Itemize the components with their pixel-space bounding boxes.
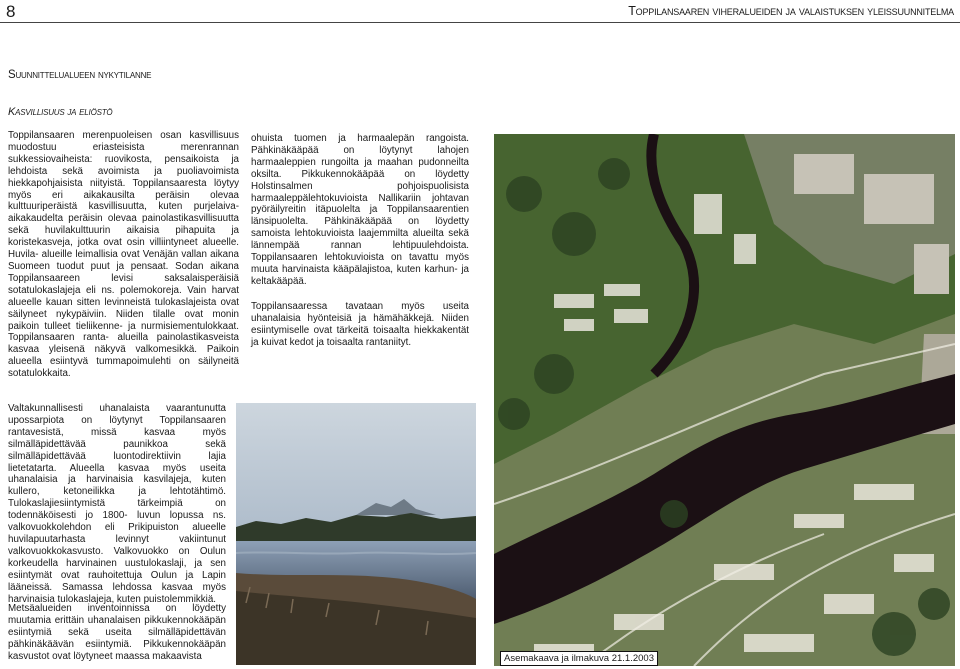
body-column-2 <box>251 133 469 361</box>
paragraph: Toppilansaaressa tavataan myös useita uhanalaisia hyönteisiä ja hämähäkkejä. Niiden esiintymiselle ovat tärkeitä toisaalta hiekkakentät ja kuivat kedot ja toisaalta rantaniityt. <box>251 300 469 348</box>
section-title: Suunnittelualueen nykytilanne <box>8 69 152 81</box>
header-rule <box>0 22 960 23</box>
body-column-1-bottom: Metsäalueiden inventoinnissa on löydetty muutamia erittäin uhanalaisen pikkukennokääpän esiintymiä sekä useita silmälläpidettävän pähkinäkäävän esiintymiä. Pikkukennokääpän kasvustot ovat löytyneet maassa makaavista <box>8 603 226 662</box>
body-column-1-lower: Valtakunnallisesti uhanalaista vaarantunutta upossarpiota on löytynyt Toppilansaaren rantavesistä, missä kasvaa myös silmälläpidettävää paunikkoa sekä silmälläpidettävää luontodirektiivin lajia lietetatarta. Alueella kasvaa myös useita uhanalaisia ja harvinaisia kasvilajeja, kuten kullero, ketoneilikka ja lehtotähtimö. Tulokaslajiesiintymistä tärkeimpiä on todennäköisesti jo 1800- luvun lopussa ns. valkovuokkolehdon eli Prikipuiston alueelle huvilapuutarhasta levinnyt vakiintunut valkovuokkokasvusto. Valkovuokko on Oulun korkeudella harvinainen uustulokaslaji, ja sen esiintymät ovat rauhoitettuja Oulun ja Lapin lääneissä. Samassa lehdossa kasvaa myös harvinaisia tulokaslajeja, kuten puistolemmikkiä. <box>8 403 226 605</box>
aerial-map-image <box>494 134 955 666</box>
paragraph: ohuista tuomen ja harmaalepän rangoista. Pähkinäkääpää on löytynyt lahojen harmaaleppien rungoilta ja maahan pudonneilta oksilta. Pikkukennokääpää on löydetty Holstinsalmen pohjoispuolisista harmaaleppälehtokuvioista Nallikariin johtavan pyöräilyreitin itäpuolelta ja Toppilansaarentien länsipuolelta. Pähkinäkääpää on löydetty samoista lehtokuvioista laajemmilta alueilta sekä lännempää rannan lehtipuulehdoista. Toppilansaaren lehtokuvioista on tavattu myös muuta harvinaista kääpälajistoa, kuten karhun- ja keltakääpää. <box>251 133 469 287</box>
river-landscape-photo <box>236 403 476 665</box>
page-number: 8 <box>6 2 16 21</box>
subsection-title: Kasvillisuus ja eliöstö <box>8 106 113 118</box>
body-column-1: Toppilansaaren merenpuoleisen osan kasvillisuus muodostuu eriasteisista merenrannan sukkessiovaiheista: ruovikosta, pensaikoista ja lehdoista sekä avoimista ja puoliavoimista hiekkapohjaisista niityistä. Toppilansaaresta löytyy myös eri aikakausilta peräisin olevaa kulttuuriperäistä kasvillisuutta, kuten purjelaiva- aikakaudelta peräisin olevaa painolastikasvillisuutta sekä huvilakulttuurin aikaisia pihapuita ja koristekasveja, jotka ovat osin villiintyneet alueelle. Huvila- alueille leimallisia ovat Venäjän vallan aikana Suomeen tuodut puut ja pensaat. Sodan aikana Toppilansaareen levisi saksalaisperäisiä sotatulokaslajeja eli ns. polemokoreja. Vain harvat alueelle kauan sitten levinneistä tulokaslajeista ovat säilyneet nykypäiviin. Niiden tilalle ovat monin paikoin tulleet tieliikenne- ja nurmisiementulokkaat. Toppilansaaren ranta- alueilla painolastikasveista kasvaa yleisenä näkyvä valkomesikkä. Paikoin alueella esiintyvä tummapoimulehti on säilyneitä sotatulokkaita. <box>8 130 239 380</box>
figure-caption: Asemakaava ja ilmakuva 21.1.2003 <box>500 651 658 666</box>
running-title: Toppilansaaren viheralueiden ja valaistuksen yleissuunnitelma <box>628 4 954 18</box>
